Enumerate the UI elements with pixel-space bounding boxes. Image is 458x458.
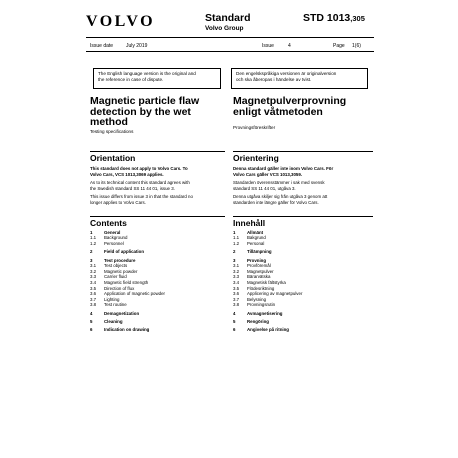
organization: Volvo Group	[205, 25, 244, 32]
toc-number: 3	[90, 257, 93, 263]
toc-number: 3.4	[90, 279, 97, 285]
toc-label: Lighting	[104, 296, 120, 302]
toc-number: 3.6	[233, 291, 240, 297]
orientation-paragraph	[233, 194, 373, 205]
title-block	[90, 96, 225, 139]
toc-number: 4	[90, 310, 93, 316]
toc-number: 3.1	[233, 263, 240, 269]
toc-label: Indication on drawing	[104, 327, 150, 333]
text-line: Denna utgåva skiljer sig från utgåva 3 genom att	[233, 194, 328, 200]
document-subtitle: Testing specifications	[90, 128, 134, 134]
section-divider	[233, 151, 373, 152]
toc-label: Cleaning	[104, 319, 123, 325]
toc-label: Carrier fluid	[104, 274, 127, 280]
document-title: method	[90, 116, 128, 128]
toc-label: Provföremål	[247, 263, 271, 269]
meta-divider	[86, 51, 374, 52]
swedish-column	[233, 96, 373, 333]
orientation-paragraph	[90, 194, 225, 205]
toc-number: 3.2	[90, 268, 97, 274]
section-divider	[90, 216, 225, 217]
toc-label: Test routine	[104, 302, 127, 308]
toc-number: 5	[233, 319, 236, 325]
orientation-notice	[90, 166, 225, 177]
document-subtitle: Provningsföreskrifter	[233, 125, 276, 130]
page-number: 1(6)	[352, 43, 361, 49]
toc-label: Rengöring	[247, 319, 269, 325]
document-title: detection by the wet	[90, 105, 191, 118]
toc-label: Demagnetization	[104, 310, 140, 316]
title-block	[233, 96, 373, 139]
toc-number: 3.5	[233, 285, 240, 291]
header-divider	[86, 37, 374, 38]
toc-label: Field of application	[104, 249, 145, 255]
orientation-heading: Orientering	[233, 153, 279, 163]
toc-label: Direction of flux	[104, 285, 135, 291]
toc-number: 3.3	[90, 274, 97, 280]
toc-item	[233, 327, 373, 333]
toc-label: Tillämpning	[247, 249, 272, 255]
toc-label: Magnetic powder	[104, 268, 138, 274]
contents-heading: Contents	[90, 217, 127, 228]
toc-number: 1	[90, 229, 93, 235]
toc-label: Application of magnetic powder	[104, 291, 166, 297]
text-line: As to its technical content this standard agrees with	[90, 180, 190, 186]
toc-number: 2	[90, 249, 93, 255]
toc-number: 3.1	[90, 263, 97, 269]
text-line: Standarden överensstämmer i sak med svensk	[233, 180, 325, 186]
toc-number: 3.6	[90, 291, 97, 297]
toc-number: 3.7	[90, 296, 97, 302]
toc-number: 1.2	[233, 240, 240, 246]
standard-number	[303, 12, 365, 24]
toc-label: Allmänt	[247, 229, 264, 235]
toc-label: Flödesriktning	[247, 285, 275, 291]
toc-number: 5	[90, 319, 93, 325]
toc-label: Provning	[247, 257, 267, 263]
english-column	[90, 96, 225, 333]
orientation-heading: Orientation	[90, 153, 136, 163]
toc-number: 3.8	[90, 302, 97, 308]
toc-label: Applicering av magnetpulver	[247, 291, 303, 297]
notice-line: the reference in case of dispute.	[98, 77, 164, 82]
issue-label: Issue	[262, 43, 274, 49]
toc-label: Background	[104, 235, 128, 241]
notice-line: Den engelskspråkiga versionen är originalversion	[236, 71, 337, 76]
toc-number: 1	[233, 229, 236, 235]
toc-label: Test objects	[104, 263, 128, 269]
issue-date-label: Issue date	[90, 43, 114, 49]
toc-label: Bakgrund	[247, 235, 266, 241]
toc-label: Test procedure	[104, 257, 136, 263]
text-line: standarden inte längre gäller för Volvo Cars.	[233, 199, 319, 205]
volvo-logo: VOLVO	[86, 13, 156, 30]
toc-label: Personal	[247, 240, 265, 246]
toc-number: 6	[233, 327, 236, 333]
toc-label: Angivelse på ritning	[247, 327, 289, 333]
toc-label: Personnel	[104, 240, 124, 246]
toc-number: 3.4	[233, 279, 240, 285]
table-of-contents	[233, 230, 373, 333]
orientation-notice	[233, 166, 373, 177]
toc-label: Belysning	[247, 296, 267, 302]
toc-number: 1.2	[90, 240, 97, 246]
document-title: Magnetic particle flaw	[90, 95, 200, 107]
text-line: longer applies to Volvo Cars.	[90, 199, 146, 205]
standard-number-main: STD 1013	[303, 12, 351, 24]
text-line: Volvo Cars, VCS 1013,3069 applies.	[90, 171, 164, 177]
toc-number: 1.1	[233, 235, 240, 241]
text-line: the Swedish standard SS 11 44 01, issue 3.	[90, 185, 175, 191]
toc-label: Provningsrutin	[247, 302, 276, 308]
issue-date: July 2019	[126, 43, 148, 49]
toc-label: Magnetpulver	[247, 268, 274, 274]
orientation-paragraph	[90, 180, 225, 191]
document-title: Magnetpulverprovning	[233, 95, 347, 107]
toc-number: 2	[233, 249, 236, 255]
text-line: Volvo Cars gäller VCS 1013,3059.	[233, 171, 302, 177]
toc-number: 3.2	[233, 268, 240, 274]
toc-label: Magnetisk fältstyrka	[247, 279, 286, 285]
table-of-contents	[90, 230, 225, 333]
toc-item	[90, 327, 225, 333]
toc-label: Magnetic field strength	[104, 279, 149, 285]
english-notice-box	[93, 68, 221, 89]
text-line: This standard does not apply to Volvo Cars. To	[90, 166, 188, 171]
orientation-paragraph	[233, 180, 373, 191]
document-title: enligt våtmetoden	[233, 105, 323, 118]
toc-number: 3.5	[90, 285, 97, 291]
section-divider	[90, 151, 225, 152]
document-type: Standard	[205, 12, 251, 24]
toc-number: 3.3	[233, 274, 240, 280]
text-line: This issue differs from issue 3 in that the standard no	[90, 194, 193, 200]
toc-number: 1.1	[90, 235, 97, 241]
section-divider	[233, 216, 373, 217]
toc-number: 3.8	[233, 302, 240, 308]
page-label: Page	[333, 43, 345, 49]
toc-number: 3	[233, 257, 236, 263]
standard-version: ,305	[350, 14, 365, 23]
notice-line: och ska åberopas i händelse av tvist.	[236, 77, 312, 82]
toc-number: 4	[233, 310, 236, 316]
toc-number: 3.7	[233, 296, 240, 302]
toc-label: General	[104, 229, 121, 235]
swedish-notice-box	[231, 68, 368, 89]
issue-number: 4	[288, 43, 291, 49]
text-line: Denna standard gäller inte inom Volvo Cars. För	[233, 166, 334, 171]
toc-number: 6	[90, 327, 93, 333]
text-line: standard SS 11 44 01, utgåva 3.	[233, 185, 296, 191]
notice-line: The English language version is the original and	[98, 71, 196, 76]
toc-label: Avmagnetisering	[247, 310, 283, 316]
contents-heading: Innehåll	[233, 217, 266, 228]
toc-label: Bärarvätska	[247, 274, 271, 280]
